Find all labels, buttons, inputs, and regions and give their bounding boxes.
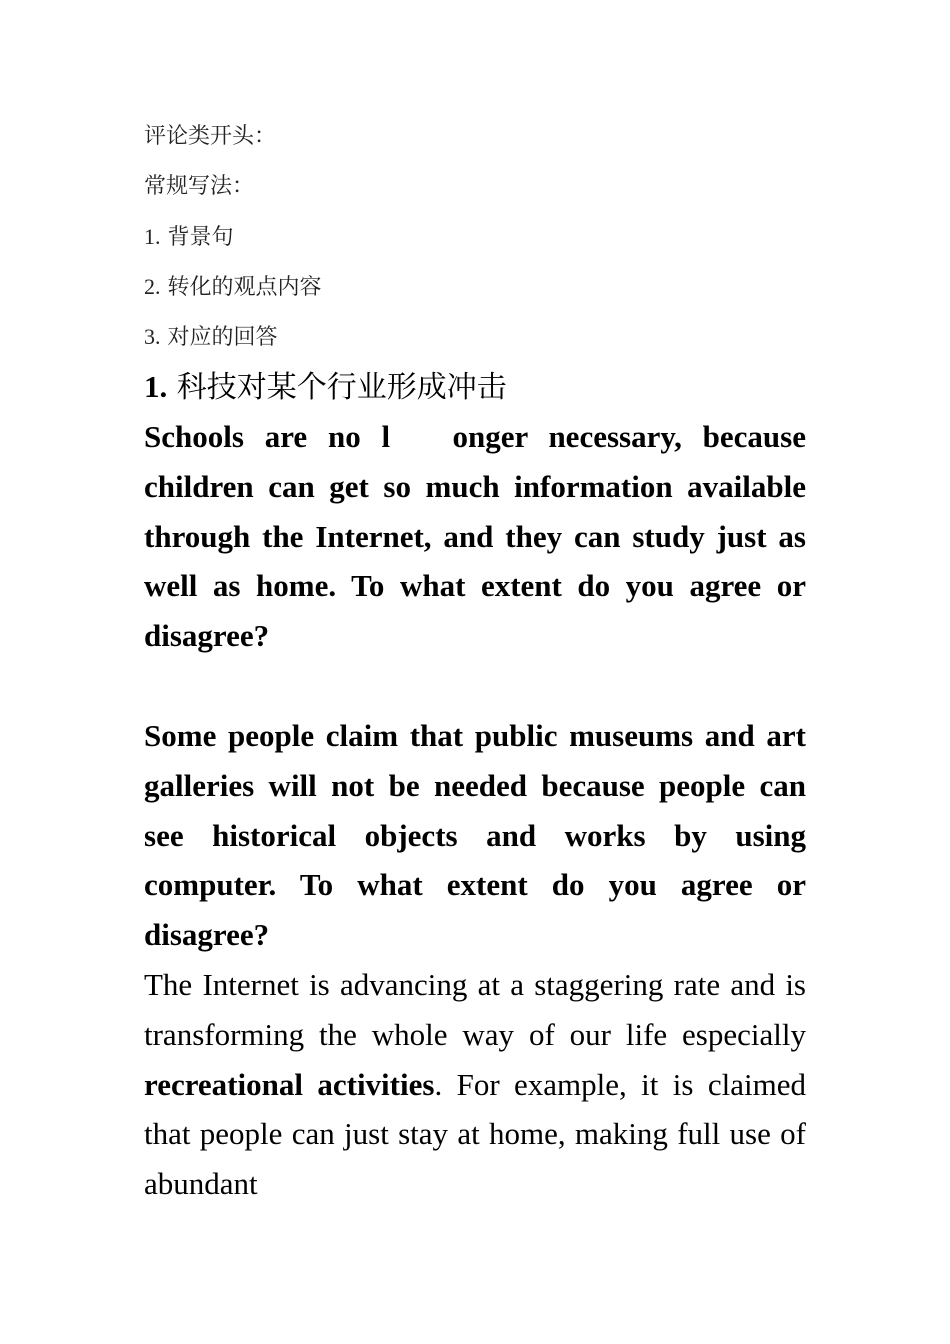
essay-question-1: Schools are no l onger necessary, because children can get so much information available through the Internet, and they can study just as well as home. To what extent do you agree or disagree?: [144, 419, 806, 654]
section-title: 1. 科技对某个行业形成冲击: [144, 369, 507, 405]
list-item: 1. 背景句: [144, 224, 234, 250]
essay-question-2: Some people claim that public museums and art galleries will not be needed because people can see historical objects and works by using computer. To what extent do you agree or disagree?: [144, 717, 806, 953]
answer-highlight: recreational activities: [144, 1066, 435, 1102]
spacer: [144, 661, 806, 711]
document-body: [144, 112, 806, 1209]
list-item: 3. 对应的回答: [144, 324, 278, 350]
sample-answer: [144, 960, 806, 1209]
answer-text-1: The Internet is advancing at a staggering rate and is transforming the whole way of our life especially: [144, 966, 806, 1052]
list-item: 2. 转化的观点内容: [144, 274, 322, 300]
answer-text-2: . For example, it is claimed that people can just stay at home, making full use of abundant: [144, 1066, 806, 1202]
intro-heading: 评论类开头：: [144, 124, 277, 149]
method-heading: 常规写法：: [144, 174, 255, 199]
